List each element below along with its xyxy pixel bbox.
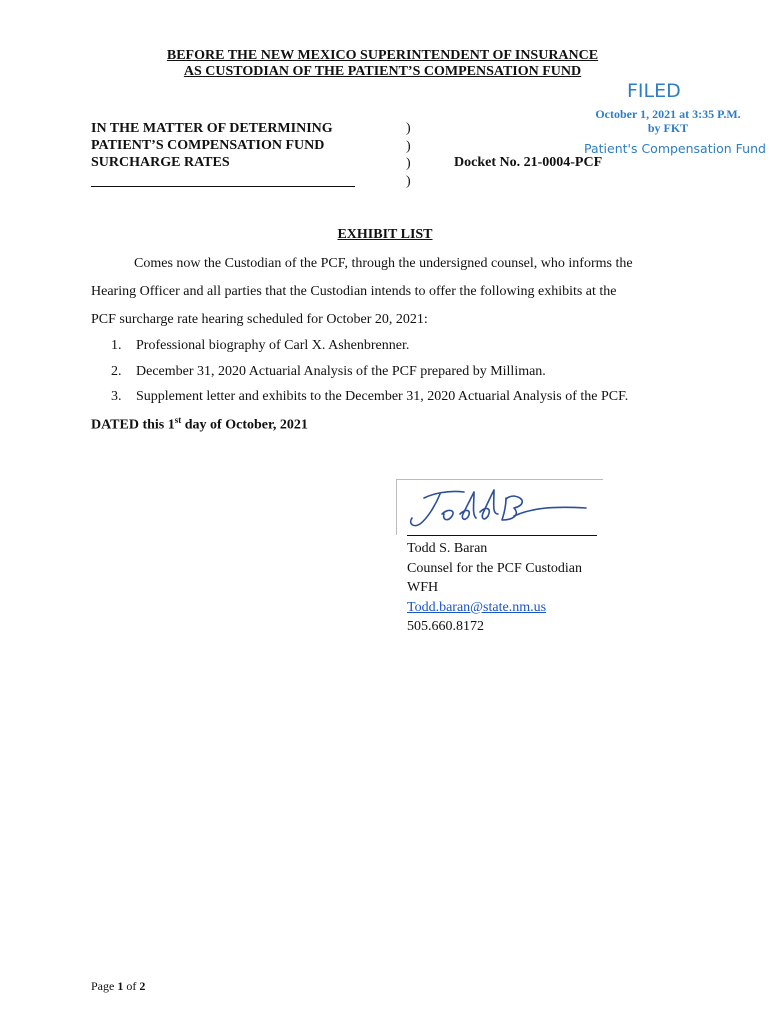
filed-stamp-title: FILED <box>627 80 681 102</box>
list-item <box>111 359 628 385</box>
intro-line-2: Hearing Officer and all parties that the Custodian intends to offer the following exhibits at the <box>91 284 617 299</box>
list-text: Professional biography of Carl X. Ashenbrenner. <box>136 338 410 353</box>
list-text: Supplement letter and exhibits to the December 31, 2020 Actuarial Analysis of the PCF. <box>136 389 629 404</box>
dated-prefix: DATED this 1 <box>91 417 175 433</box>
handwritten-signature <box>402 484 592 534</box>
document-header <box>0 48 770 80</box>
list-number: 1. <box>111 338 122 353</box>
signer-name: Todd S. Baran <box>407 541 488 556</box>
case-caption <box>91 120 333 171</box>
intro-line-1: Comes now the Custodian of the PCF, through the undersigned counsel, who informs the <box>134 256 633 271</box>
caption-line-3: SURCHARGE RATES <box>91 155 230 170</box>
list-item <box>111 384 628 410</box>
signature-line <box>407 535 597 536</box>
caption-line-1: IN THE MATTER OF DETERMINING <box>91 121 333 136</box>
dated-suffix: day of October, 2021 <box>181 417 308 433</box>
header-line-2: AS CUSTODIAN OF THE PATIENT’S COMPENSATION FUND <box>183 64 582 79</box>
page-footer <box>91 979 145 994</box>
list-number: 3. <box>111 389 122 404</box>
paren: ) <box>406 138 411 154</box>
intro-line-3: PCF surcharge rate hearing scheduled for October 20, 2021: <box>91 312 428 327</box>
exhibit-list-title: EXHIBIT LIST <box>337 227 433 242</box>
dated-ordinal: st <box>174 415 182 425</box>
caption-underline <box>91 186 355 187</box>
signature-block <box>407 539 582 637</box>
paren: ) <box>406 156 411 171</box>
footer-current-page: 1 <box>117 979 124 993</box>
signer-title: Counsel for the PCF Custodian <box>407 560 583 576</box>
footer-prefix: Page <box>91 979 118 993</box>
dated-line <box>91 415 308 434</box>
filed-stamp-by: by FKT <box>647 121 689 135</box>
intro-paragraph <box>91 250 691 334</box>
footer-middle: of <box>123 979 140 993</box>
signer-phone: 505.660.8172 <box>407 619 484 634</box>
filed-stamp-datetime: October 1, 2021 at 3:35 P.M. <box>595 107 741 121</box>
paren: ) <box>406 173 411 189</box>
docket-number: Docket No. 21-0004-PCF <box>454 155 603 170</box>
signer-org: WFH <box>407 580 439 595</box>
list-number: 2. <box>111 363 122 379</box>
paren: ) <box>406 121 411 136</box>
signer-email-link[interactable]: Todd.baran@state.nm.us <box>407 599 547 615</box>
filed-stamp-date <box>588 107 748 135</box>
list-item <box>111 333 628 359</box>
exhibit-list <box>111 333 628 410</box>
footer-total-pages: 2 <box>139 979 146 993</box>
caption-parens <box>406 120 411 190</box>
filed-stamp-fund: Patient's Compensation Fund <box>584 141 766 156</box>
header-line-1: BEFORE THE NEW MEXICO SUPERINTENDENT OF INSURANCE <box>166 48 599 63</box>
list-text: December 31, 2020 Actuarial Analysis of the PCF prepared by Milliman. <box>136 363 546 379</box>
caption-line-2: PATIENT’S COMPENSATION FUND <box>91 138 325 153</box>
